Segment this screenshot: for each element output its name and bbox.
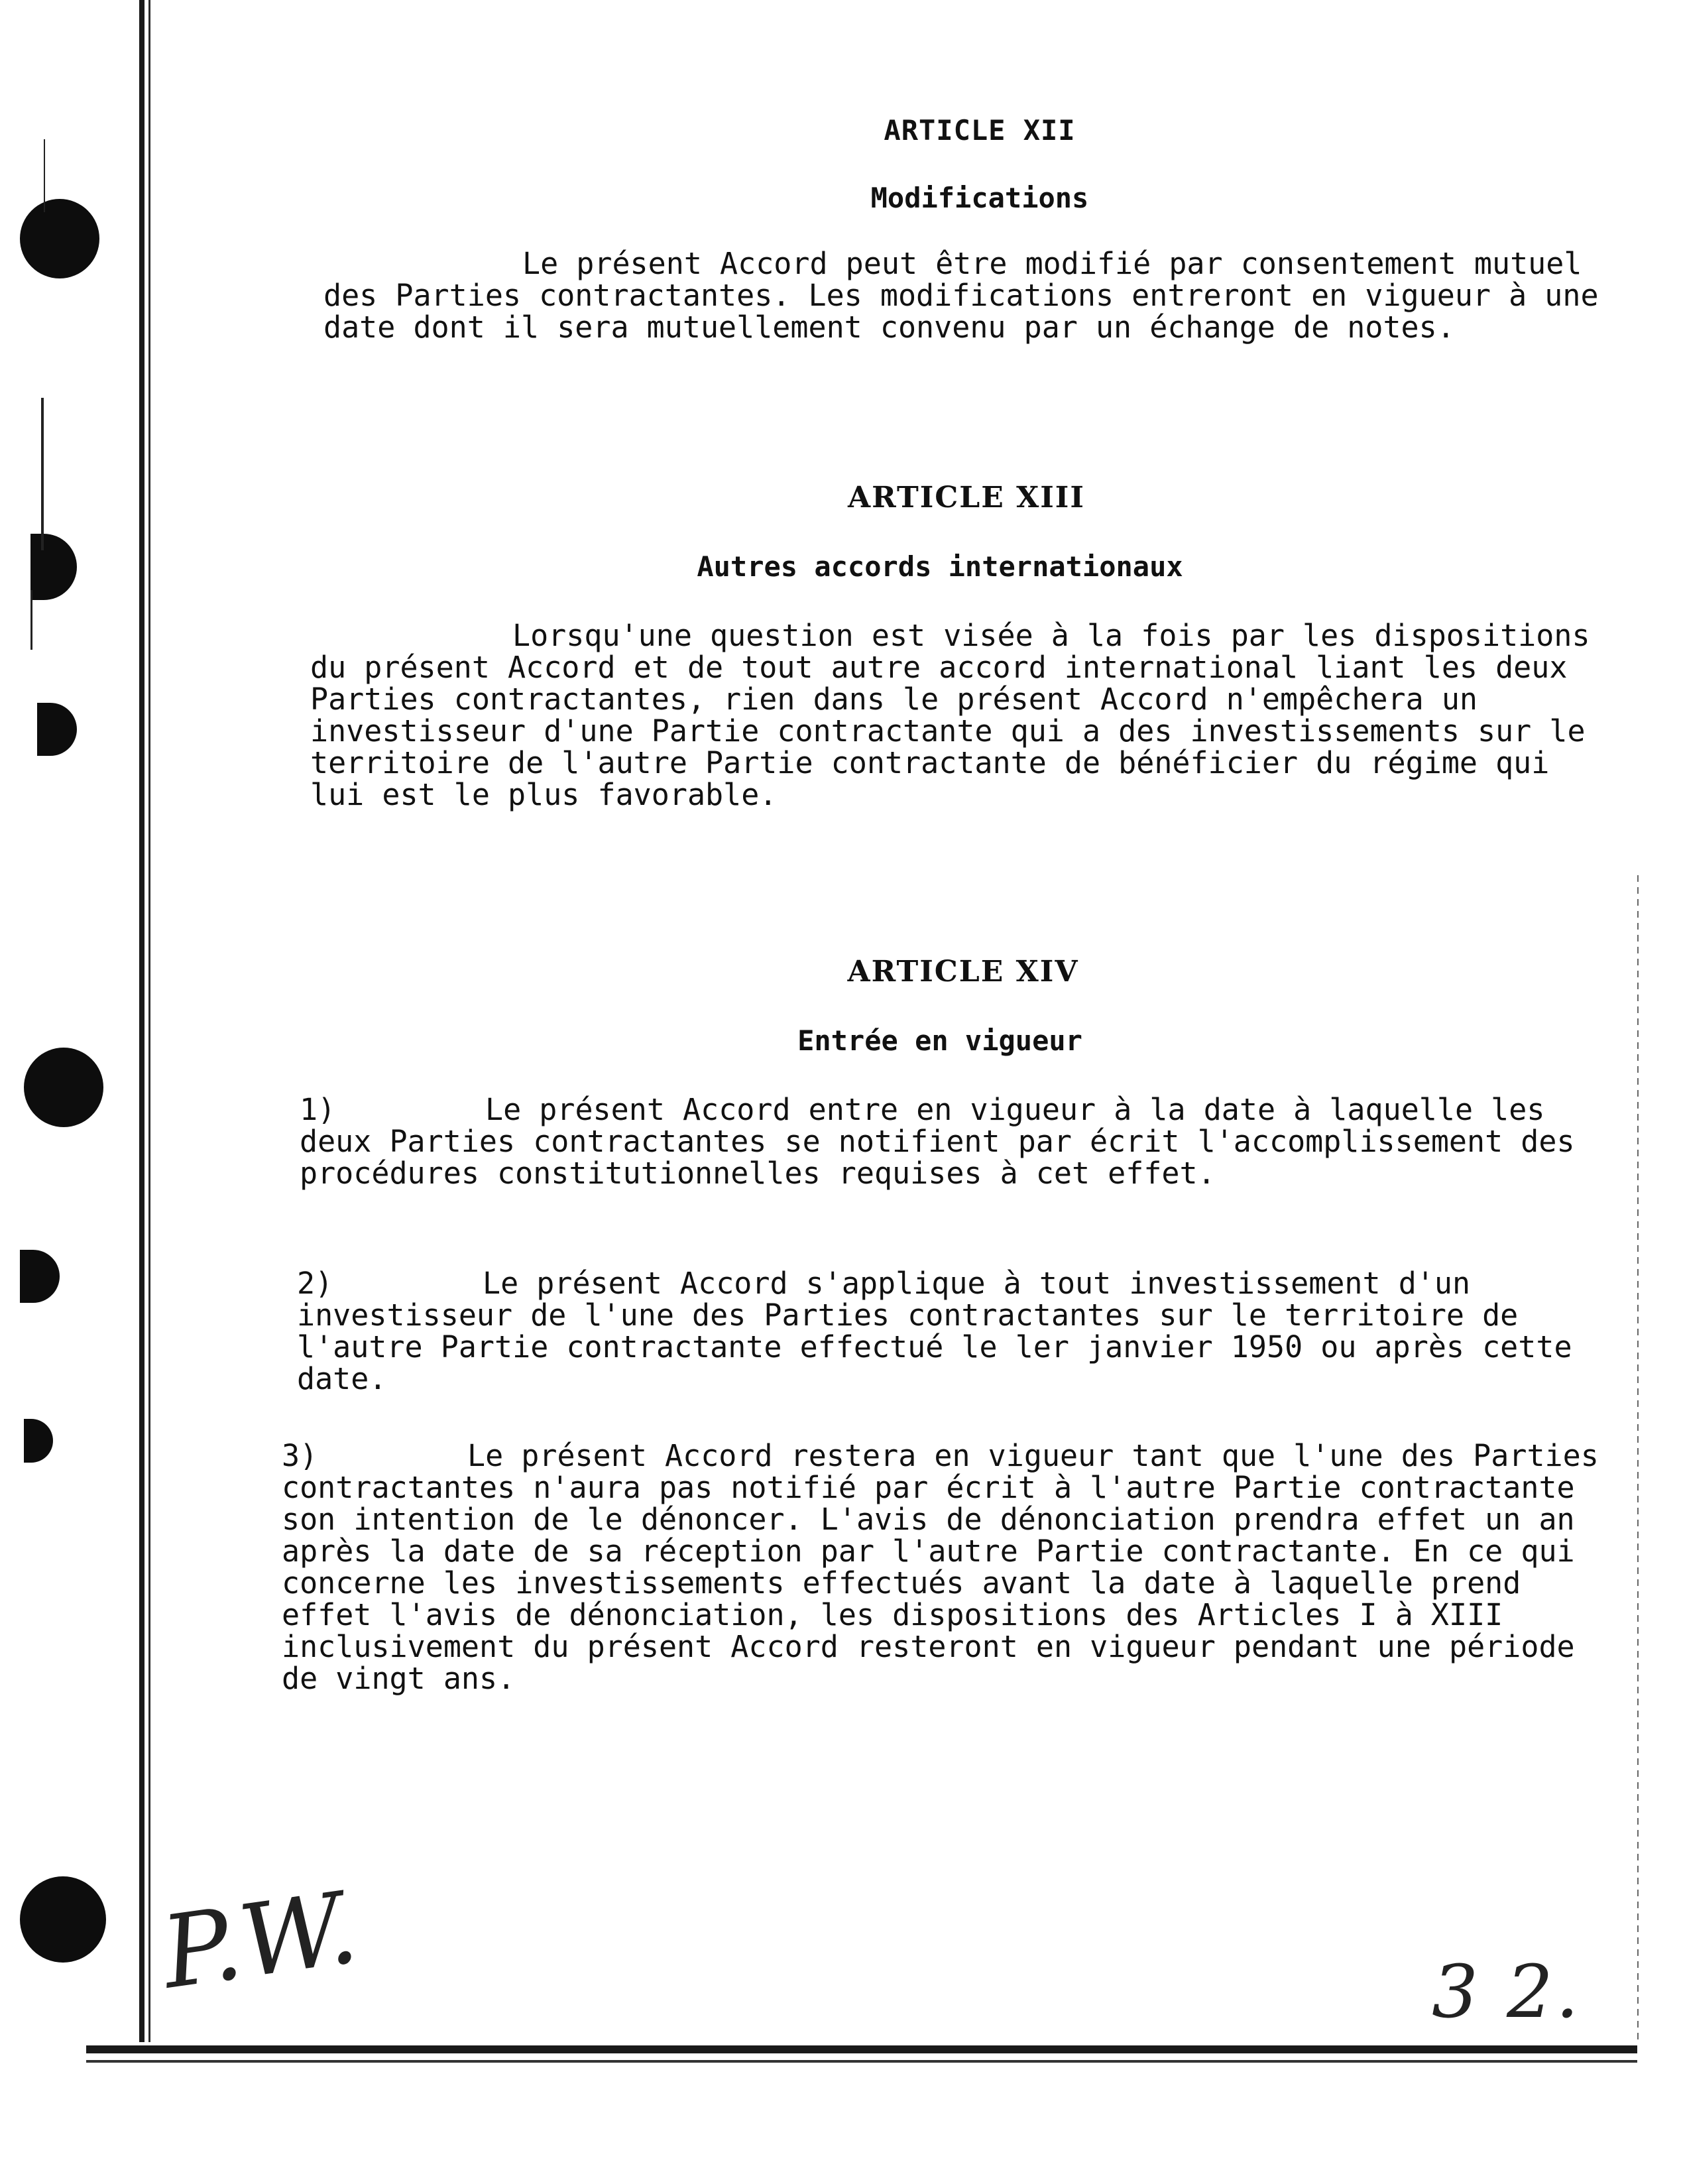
- article-12-title: ARTICLE XII: [884, 114, 1076, 147]
- article-13-subtitle: Autres accords internationaux: [697, 550, 1183, 583]
- article-12-paragraph-text: Le présent Accord peut être modifié par consentement mutuel des Parties contractantes. Les modifications entreront en vigueur à une date dont il sera mutuellement convenu par un échange de notes.: [323, 246, 1599, 345]
- handwritten-page-number: 3 2.: [1432, 1949, 1582, 2034]
- article-12-paragraph: [323, 248, 1636, 343]
- item-number: 1): [300, 1092, 336, 1127]
- article-14-item-1: [300, 1094, 1612, 1189]
- article-12-subtitle: Modifications: [870, 182, 1089, 214]
- article-13-title: ARTICLE XIII: [848, 481, 1085, 515]
- item-text: Le présent Accord restera en vigueur tant que l'une des Parties contractantes n'aura pas notifié par écrit à l'autre Partie contractante son intention de le dénoncer. L'avis de dénonciation prendra effet un an après la date de sa réception par l'autre Partie contractante. En ce qui concerne les investissements effectués avant la date à laquelle prend effet l'avis de dénonciation, les dispositions des Articles I à XIII inclusivement du présent Accord resteront en vigueur pendant une période de vingt ans.: [282, 1438, 1599, 1696]
- item-number: 3): [282, 1438, 318, 1473]
- item-text: Le présent Accord entre en vigueur à la date à laquelle les deux Parties contractantes se notifient par écrit l'accomplissement des procédures constitutionnelles requises à cet effet.: [300, 1092, 1575, 1191]
- article-14-title: ARTICLE XIV: [847, 955, 1079, 989]
- article-13-paragraph-text: Lorsqu'une question est visée à la fois par les dispositions du présent Accord et de tout autre accord international liant les deux Parties contractantes, rien dans le présent Accord n'empêchera un investisseur d'une Partie contractante qui a des investissements sur le territoire de l'autre Partie contractante de bénéficier du régime qui lui est le plus favorable.: [310, 618, 1590, 812]
- article-14-item-2: [297, 1268, 1616, 1395]
- article-14-subtitle: Entrée en vigueur: [797, 1024, 1082, 1057]
- article-13-paragraph: [310, 620, 1609, 811]
- item-number: 2): [297, 1266, 333, 1301]
- article-14-item-3: [282, 1440, 1614, 1695]
- item-text: Le présent Accord s'applique à tout investissement d'un investisseur de l'une des Parties contractantes sur le territoire de l'autre Partie contractante effectué le ler janvier 1950 ou après cette date.: [297, 1266, 1572, 1396]
- handwritten-initials: P.W.: [155, 1870, 365, 2012]
